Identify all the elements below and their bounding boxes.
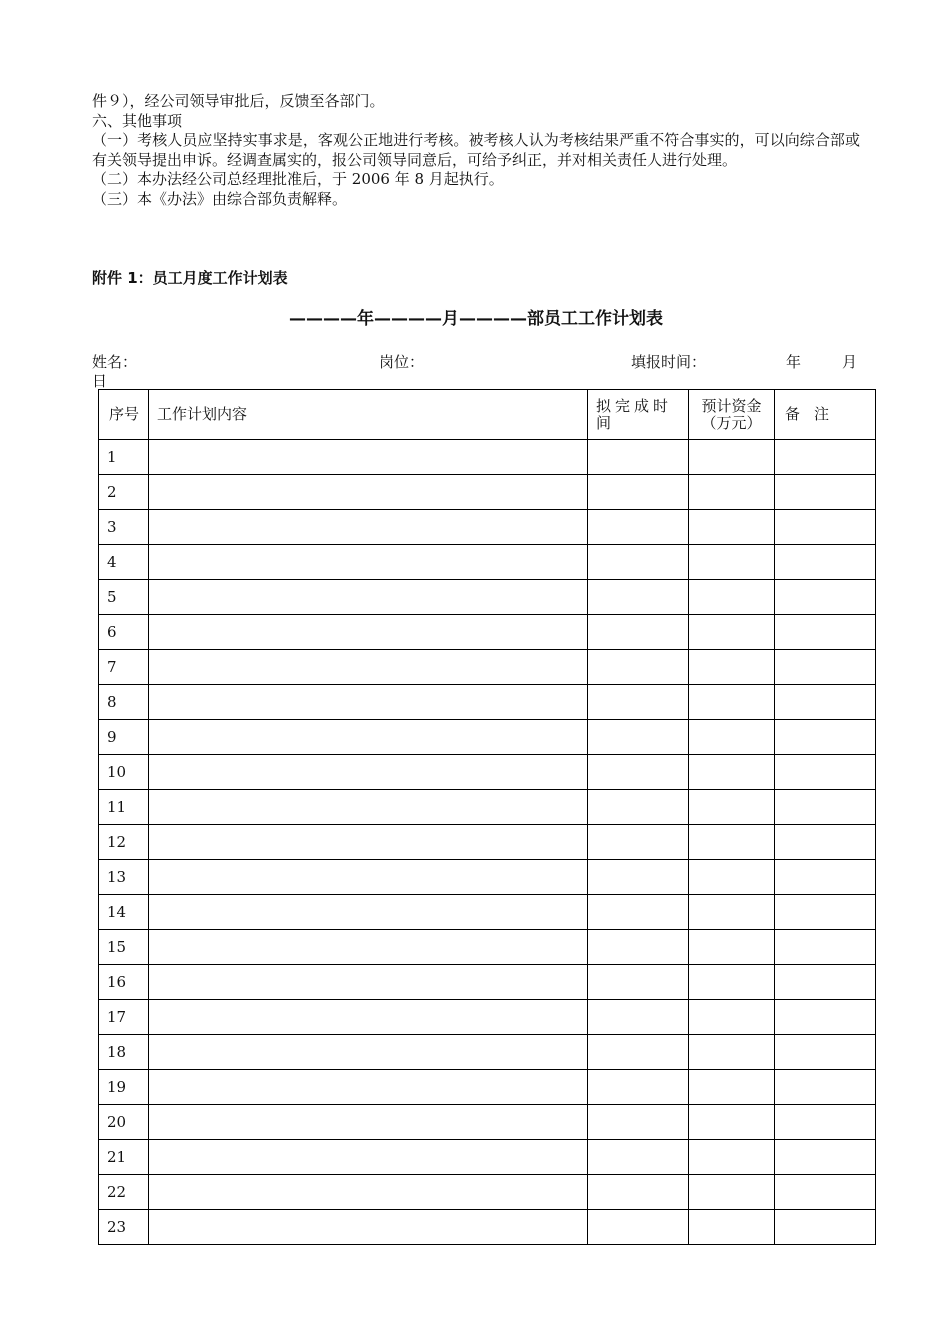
table-header-row <box>99 390 876 440</box>
paragraph-3: （一）考核人员应坚持实事求是，客观公正地进行考核。被考核人认为考核结果严重不符合事实的，可以向综合部或有关领导提出申诉。经调查属实的，报公司领导同意后，可给予纠正，并对相关责任人进行处理。 <box>92 131 860 169</box>
paragraph-1: 件９），经公司领导审批后，反馈至各部门。 <box>92 92 385 110</box>
cell-time <box>588 475 689 510</box>
cell-time <box>588 440 689 475</box>
row-number: 21 <box>99 1140 149 1175</box>
row-number: 14 <box>99 895 149 930</box>
cell-fund <box>689 475 775 510</box>
table-row <box>99 580 876 615</box>
cell-note <box>775 1070 876 1105</box>
table-row <box>99 1175 876 1210</box>
cell-content <box>149 440 588 475</box>
cell-fund <box>689 755 775 790</box>
cell-content <box>149 580 588 615</box>
table-row <box>99 510 876 545</box>
cell-time <box>588 755 689 790</box>
cell-note <box>775 510 876 545</box>
cell-fund <box>689 650 775 685</box>
cell-content <box>149 790 588 825</box>
cell-time <box>588 685 689 720</box>
row-number: 10 <box>99 755 149 790</box>
header-time: 拟完成时间 <box>588 390 689 440</box>
body-text <box>92 92 860 209</box>
row-number: 15 <box>99 930 149 965</box>
table-row <box>99 720 876 755</box>
cell-fund <box>689 440 775 475</box>
cell-content <box>149 930 588 965</box>
cell-note <box>775 1035 876 1070</box>
cell-time <box>588 1140 689 1175</box>
attachment-title: 附件 1：员工月度工作计划表 <box>92 269 288 287</box>
cell-note <box>775 475 876 510</box>
table-row <box>99 1105 876 1140</box>
cell-time <box>588 650 689 685</box>
cell-time <box>588 860 689 895</box>
row-number: 9 <box>99 720 149 755</box>
table-row <box>99 930 876 965</box>
cell-fund <box>689 615 775 650</box>
table-row <box>99 685 876 720</box>
row-number: 7 <box>99 650 149 685</box>
cell-fund <box>689 1175 775 1210</box>
cell-content <box>149 650 588 685</box>
cell-note <box>775 860 876 895</box>
cell-note <box>775 720 876 755</box>
cell-time <box>588 510 689 545</box>
cell-fund <box>689 930 775 965</box>
cell-note <box>775 965 876 1000</box>
cell-fund <box>689 720 775 755</box>
cell-note <box>775 755 876 790</box>
cell-content <box>149 965 588 1000</box>
cell-time <box>588 545 689 580</box>
cell-fund <box>689 790 775 825</box>
cell-content <box>149 545 588 580</box>
cell-content <box>149 1070 588 1105</box>
cell-time <box>588 1070 689 1105</box>
year-label: 年 <box>786 353 802 371</box>
cell-fund <box>689 1140 775 1175</box>
table-row <box>99 650 876 685</box>
table-row <box>99 825 876 860</box>
paragraph-4: （二）本办法经公司总经理批准后，于 2006 年 8 月起执行。 <box>92 170 504 188</box>
cell-fund <box>689 545 775 580</box>
row-number: 19 <box>99 1070 149 1105</box>
cell-content <box>149 1105 588 1140</box>
cell-content <box>149 1175 588 1210</box>
cell-note <box>775 1175 876 1210</box>
cell-content <box>149 1035 588 1070</box>
cell-time <box>588 1035 689 1070</box>
table-row <box>99 1035 876 1070</box>
cell-content <box>149 1000 588 1035</box>
cell-fund <box>689 895 775 930</box>
cell-note <box>775 825 876 860</box>
row-number: 6 <box>99 615 149 650</box>
date-label: 填报时间： <box>631 353 707 371</box>
cell-fund <box>689 825 775 860</box>
row-number: 1 <box>99 440 149 475</box>
cell-note <box>775 1210 876 1245</box>
row-number: 2 <box>99 475 149 510</box>
cell-fund <box>689 1070 775 1105</box>
cell-content <box>149 1210 588 1245</box>
header-fund: 预计资金（万元） <box>689 390 775 440</box>
cell-note <box>775 580 876 615</box>
header-content: 工作计划内容 <box>149 390 588 440</box>
cell-fund <box>689 510 775 545</box>
cell-note <box>775 1140 876 1175</box>
row-number: 12 <box>99 825 149 860</box>
row-number: 22 <box>99 1175 149 1210</box>
cell-time <box>588 825 689 860</box>
cell-time <box>588 895 689 930</box>
row-number: 17 <box>99 1000 149 1035</box>
cell-note <box>775 1000 876 1035</box>
cell-time <box>588 965 689 1000</box>
row-number: 8 <box>99 685 149 720</box>
cell-note <box>775 650 876 685</box>
cell-note <box>775 1105 876 1140</box>
table-row <box>99 965 876 1000</box>
cell-content <box>149 860 588 895</box>
cell-fund <box>689 580 775 615</box>
paragraph-2: 六、其他事项 <box>92 111 183 130</box>
table-row <box>99 860 876 895</box>
position-label: 岗位： <box>379 353 425 371</box>
table-row <box>99 1210 876 1245</box>
cell-time <box>588 580 689 615</box>
row-number: 4 <box>99 545 149 580</box>
cell-note <box>775 790 876 825</box>
cell-content <box>149 755 588 790</box>
cell-content <box>149 475 588 510</box>
row-number: 5 <box>99 580 149 615</box>
cell-fund <box>689 965 775 1000</box>
cell-content <box>149 895 588 930</box>
cell-content <box>149 510 588 545</box>
cell-time <box>588 930 689 965</box>
row-number: 13 <box>99 860 149 895</box>
header-note: 备注 <box>775 390 876 440</box>
row-number: 20 <box>99 1105 149 1140</box>
cell-note <box>775 895 876 930</box>
cell-note <box>775 440 876 475</box>
cell-content <box>149 720 588 755</box>
row-number: 11 <box>99 790 149 825</box>
row-number: 16 <box>99 965 149 1000</box>
cell-note <box>775 615 876 650</box>
cell-note <box>775 930 876 965</box>
row-number: 3 <box>99 510 149 545</box>
cell-fund <box>689 1000 775 1035</box>
table-row <box>99 440 876 475</box>
work-plan-table <box>98 389 876 1245</box>
cell-time <box>588 1000 689 1035</box>
row-number: 23 <box>99 1210 149 1245</box>
table-row <box>99 475 876 510</box>
header-seq: 序号 <box>99 390 149 440</box>
paragraph-5: （三）本《办法》由综合部负责解释。 <box>92 189 348 208</box>
cell-time <box>588 615 689 650</box>
cell-content <box>149 685 588 720</box>
table-row <box>99 1140 876 1175</box>
cell-fund <box>689 1105 775 1140</box>
cell-note <box>775 685 876 720</box>
table-row <box>99 1000 876 1035</box>
cell-fund <box>689 860 775 895</box>
cell-content <box>149 1140 588 1175</box>
table-row <box>99 1070 876 1105</box>
table-row <box>99 790 876 825</box>
cell-note <box>775 545 876 580</box>
table-body <box>99 440 876 1245</box>
month-label: 月 <box>842 353 858 371</box>
cell-time <box>588 720 689 755</box>
table-row <box>99 545 876 580</box>
cell-time <box>588 1210 689 1245</box>
cell-fund <box>689 685 775 720</box>
cell-fund <box>689 1035 775 1070</box>
cell-time <box>588 1175 689 1210</box>
table-row <box>99 755 876 790</box>
cell-fund <box>689 1210 775 1245</box>
cell-content <box>149 825 588 860</box>
table-row <box>99 615 876 650</box>
day-label: 日 <box>92 372 108 390</box>
cell-content <box>149 615 588 650</box>
cell-time <box>588 1105 689 1140</box>
table-row <box>99 895 876 930</box>
row-number: 18 <box>99 1035 149 1070</box>
form-title: ————年————月————部员工工作计划表 <box>289 309 663 329</box>
name-label: 姓名： <box>92 353 138 371</box>
cell-time <box>588 790 689 825</box>
